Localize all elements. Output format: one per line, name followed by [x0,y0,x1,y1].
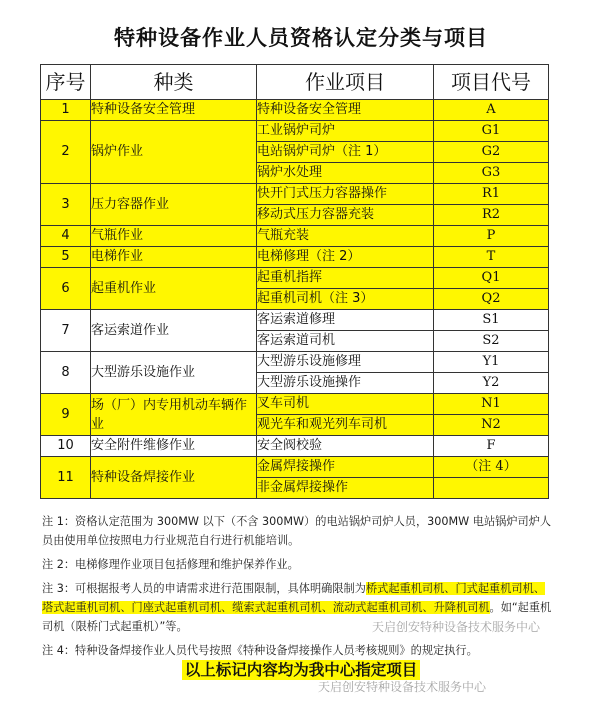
item-code [434,478,549,499]
note-3-text: 注 3：可根据报考人员的申请需求进行范围限制，具体明确限制为 [42,582,366,595]
header-no: 序号 [41,65,91,100]
work-item: 大型游乐设施操作 [257,373,434,394]
category-name: 锅炉作业 [91,121,257,184]
item-code: T [434,247,549,268]
table-row [41,268,549,289]
work-item: 观光车和观光列车司机 [257,415,434,436]
work-item: 气瓶充装 [257,226,434,247]
work-item: 非金属焊接操作 [257,478,434,499]
note-1: 注 1：资格认定范围为 300MW 以下（不含 300MW）的电站锅炉司炉人员，300MW 电站锅炉司炉人员由使用单位按照电力行业规范自行进行机能培训。 [42,515,552,547]
item-code: F [434,436,549,457]
item-code: R2 [434,205,549,226]
table-row [41,394,549,415]
banner-text: 以上标记内容均为我中心指定项目 [182,660,421,680]
item-code: S2 [434,331,549,352]
work-item: 工业锅炉司炉 [257,121,434,142]
table-row [41,121,549,142]
header-item: 作业项目 [257,65,434,100]
row-number: 4 [41,226,91,247]
row-number: 8 [41,352,91,394]
work-item: 快开门式压力容器操作 [257,184,434,205]
item-code: P [434,226,549,247]
item-code: S1 [434,310,549,331]
item-code: N1 [434,394,549,415]
item-code: （注 4） [434,457,549,478]
work-item: 电站锅炉司炉（注 1） [257,142,434,163]
table-row [41,184,549,205]
category-name: 压力容器作业 [91,184,257,226]
row-number: 7 [41,310,91,352]
work-item: 金属焊接操作 [257,457,434,478]
notes-section [42,512,556,665]
table-row [41,310,549,331]
work-item: 安全阀校验 [257,436,434,457]
designated-items-banner [0,658,602,680]
row-number: 2 [41,121,91,184]
table-row [41,247,549,268]
row-number: 11 [41,457,91,499]
row-number: 5 [41,247,91,268]
table-body [41,100,549,499]
work-item: 锅炉水处理 [257,163,434,184]
category-name: 安全附件维修作业 [91,436,257,457]
table-row [41,352,549,373]
work-item: 起重机司机（注 3） [257,289,434,310]
watermark-text-2: 天启创安特种设备技术服务中心 [318,680,487,694]
row-number: 1 [41,100,91,121]
note-2: 注 2：电梯修理作业项目包括修理和维护保养作业。 [42,558,299,571]
item-code: G1 [434,121,549,142]
item-code: Y1 [434,352,549,373]
row-number: 10 [41,436,91,457]
table-row [41,100,549,121]
category-name: 场（厂）内专用机动车辆作业 [91,394,257,436]
item-code: Q2 [434,289,549,310]
category-name: 客运索道作业 [91,310,257,352]
table-row [41,436,549,457]
watermark-text-1: 天启创安特种设备技术服务中心 [372,620,541,634]
table-row [41,226,549,247]
note-4: 注 4：特种设备焊接作业人员代号按照《特种设备焊接操作人员考核规则》的规定执行。 [42,644,478,657]
header-kind: 种类 [91,65,257,100]
row-number: 9 [41,394,91,436]
work-item: 特种设备安全管理 [257,100,434,121]
table-header-row [41,65,549,100]
table-row [41,457,549,478]
work-item: 叉车司机 [257,394,434,415]
category-name: 起重机作业 [91,268,257,310]
row-number: 6 [41,268,91,310]
note-3-tail: 。如“起重机司机（限桥门式起重机）”等。 [42,601,552,633]
work-item: 电梯修理（注 2） [257,247,434,268]
work-item: 客运索道修理 [257,310,434,331]
item-code: A [434,100,549,121]
work-item: 客运索道司机 [257,331,434,352]
item-code: G3 [434,163,549,184]
category-name: 电梯作业 [91,247,257,268]
work-item: 起重机指挥 [257,268,434,289]
category-name: 大型游乐设施作业 [91,352,257,394]
qualification-table [40,64,549,499]
category-name: 特种设备焊接作业 [91,457,257,499]
item-code: N2 [434,415,549,436]
category-name: 气瓶作业 [91,226,257,247]
item-code: Y2 [434,373,549,394]
row-number: 3 [41,184,91,226]
page-title: 特种设备作业人员资格认定分类与项目 [114,26,488,50]
work-item: 大型游乐设施修理 [257,352,434,373]
item-code: Q1 [434,268,549,289]
work-item: 移动式压力容器充装 [257,205,434,226]
header-code: 项目代号 [434,65,549,100]
item-code: G2 [434,142,549,163]
item-code: R1 [434,184,549,205]
category-name: 特种设备安全管理 [91,100,257,121]
note-3-highlight: 桥式起重机司机、门式起重机司机、塔式起重机司机、门座式起重机司机、缆索式起重机司机、流动式起重机司机、升降机司机 [42,582,545,614]
